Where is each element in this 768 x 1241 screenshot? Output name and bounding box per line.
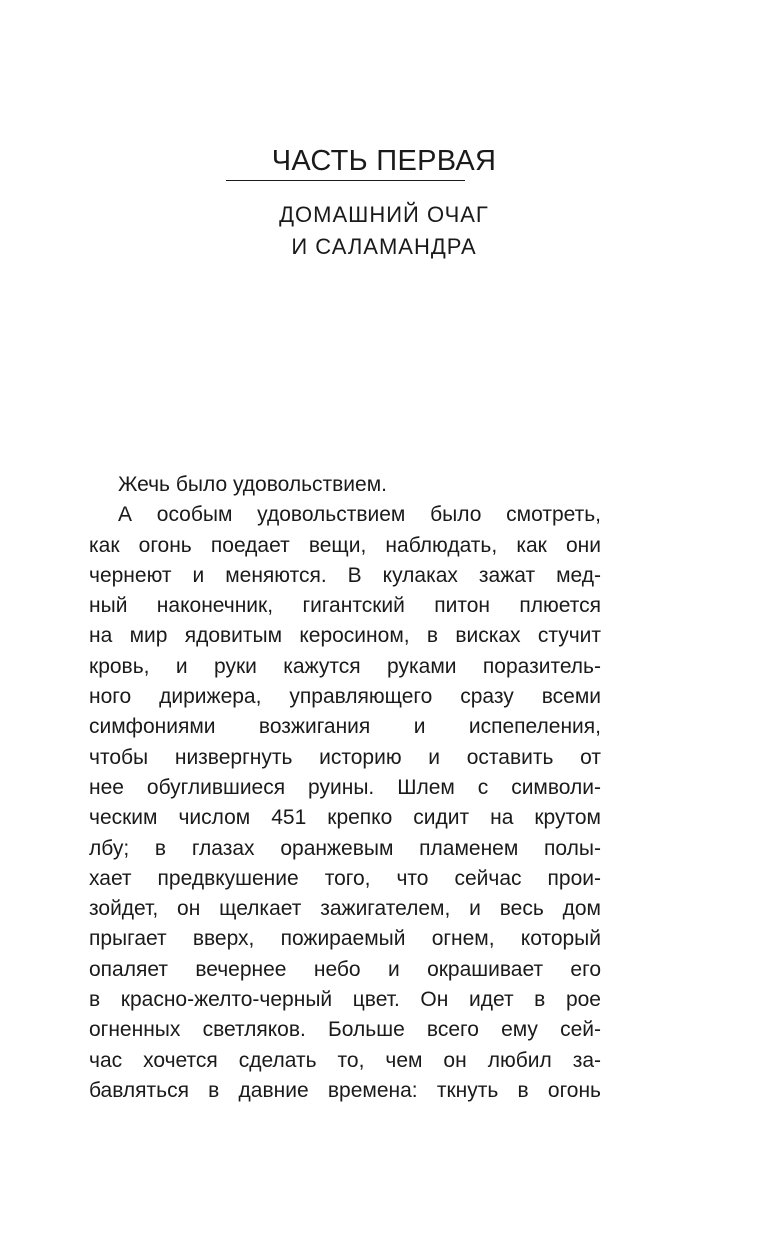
- paragraph-line: зойдет, он щелкает зажигателем, и весь дом: [89, 897, 601, 921]
- paragraph-line: нее обуглившиеся руины. Шлем с символи-: [89, 775, 601, 799]
- paragraph-line: как огонь поедает вещи, наблюдать, как они: [89, 533, 601, 557]
- paragraph-line: чтобы низвергнуть историю и оставить от: [89, 745, 601, 769]
- chapter-title: [0, 199, 768, 263]
- paragraph-line: лбу; в глазах оранжевым пламенем полы-: [89, 836, 601, 860]
- paragraph-line: кровь, и руки кажутся руками поразитель-: [89, 654, 601, 678]
- paragraph-line: опаляет вечернее небо и окрашивает его: [89, 957, 601, 981]
- paragraph-line: в красно-желто-черный цвет. Он идет в рое: [89, 988, 601, 1012]
- paragraph-line: А особым удовольствием было смотреть,: [118, 503, 601, 527]
- part-title: ЧАСТЬ ПЕРВАЯ: [271, 145, 497, 177]
- paragraph-line: хает предвкушение того, что сейчас прои-: [89, 866, 601, 890]
- paragraph-line: ного дирижера, управляющего сразу всеми: [89, 685, 601, 709]
- paragraph-line: ный наконечник, гигантский питон плюется: [89, 594, 601, 618]
- body-text: [89, 470, 601, 1106]
- paragraph-line: на мир ядовитым керосином, в висках стучит: [89, 624, 601, 648]
- paragraph-line: час хочется сделать то, чем он любил за-: [89, 1048, 601, 1072]
- paragraph-line: огненных светляков. Больше всего ему сей-: [89, 1018, 601, 1042]
- paragraph-line: бавляться в давние времена: ткнуть в огонь: [89, 1078, 601, 1102]
- part-title-underline: [226, 180, 465, 181]
- paragraph-line: симфониями возжигания и испепеления,: [89, 715, 601, 739]
- paragraph-line: чернеют и меняются. В кулаках зажат мед-: [89, 563, 601, 587]
- chapter-title-line: ДОМАШНИЙ ОЧАГ: [279, 202, 489, 227]
- paragraph-line: ческим числом 451 крепко сидит на крутом: [89, 806, 601, 830]
- paragraph-line: Жечь было удовольствием.: [118, 473, 387, 496]
- paragraph-line: прыгает вверх, пожираемый огнем, который: [89, 927, 601, 951]
- chapter-title-line: И САЛАМАНДРА: [291, 234, 477, 259]
